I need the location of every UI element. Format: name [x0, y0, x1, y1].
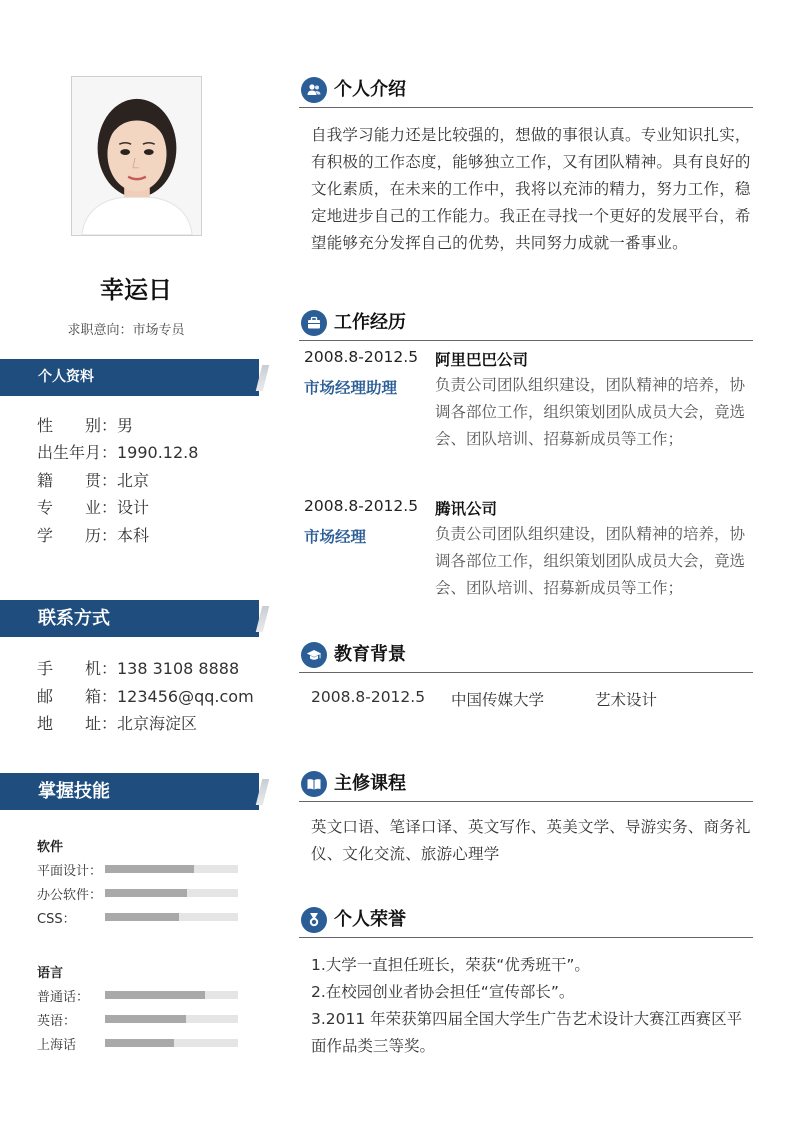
job-company: 腾讯公司 [435, 500, 498, 518]
skill-label: CSS： [37, 912, 76, 927]
personal-info-value: 1990.12.8 [117, 443, 199, 462]
personal-info-row [37, 413, 133, 436]
skill-row [37, 884, 247, 903]
personal-info-row [37, 523, 149, 546]
section-header-work [299, 311, 753, 341]
skill-bar-fill [105, 865, 194, 873]
section-header-honors [299, 908, 753, 938]
personal-info-value: 男 [117, 416, 134, 435]
job-description-line: 调各部位工作，组织策划团队成员大会，竟选 [435, 552, 746, 570]
section-band-skills [0, 773, 265, 810]
intro-line: 有积极的工作态度，能够独立工作，又有团队精神。具有良好的 [311, 153, 751, 171]
portrait-image [72, 77, 201, 235]
intro-line: 自我学习能力还是比较强的，想做的事很认真。专业知识扎实， [311, 126, 751, 144]
skill-bar-track [105, 1039, 238, 1047]
skill-label: 办公软件： [37, 888, 103, 903]
book-icon [301, 771, 327, 797]
section-title-courses: 主修课程 [334, 773, 406, 794]
section-band-personal [0, 359, 265, 396]
skill-label: 普通话： [37, 990, 90, 1005]
skill-bar-fill [105, 913, 179, 921]
section-title-personal: 个人资料 [0, 359, 259, 396]
skill-bar-track [105, 1015, 238, 1023]
honor-line: 1.大学一直担任班长，荣获“优秀班干”。 [311, 956, 590, 974]
section-header-education [299, 643, 753, 673]
contact-info-row [37, 711, 197, 734]
briefcase-icon [301, 310, 327, 336]
skill-bar-track [105, 865, 238, 873]
skill-row [37, 908, 247, 927]
courses-paragraph [311, 814, 758, 868]
job-description-line: 负责公司团队组织建设，团队精神的培养，协 [435, 525, 746, 543]
skill-category-software: 软件 [37, 840, 64, 855]
skill-bar-fill [105, 1015, 186, 1023]
personal-info-value: 北京 [117, 471, 150, 490]
section-title-contact: 联系方式 [0, 600, 259, 637]
skill-category-language: 语言 [37, 966, 64, 981]
education-school: 中国传媒大学 [451, 691, 545, 709]
section-title-honors: 个人荣誉 [334, 909, 406, 930]
section-title-skills: 掌握技能 [0, 773, 259, 810]
section-title-work: 工作经历 [334, 312, 406, 333]
job-intent-label: 求职意向： [67, 323, 133, 338]
profile-photo [71, 76, 202, 236]
skill-label: 英语： [37, 1014, 77, 1029]
job-position: 市场经理 [304, 528, 367, 546]
honor-line: 面作品类三等奖。 [311, 1037, 436, 1055]
users-icon [301, 77, 327, 103]
education-date: 2008.8-2012.5 [311, 688, 426, 706]
skill-bar-track [105, 889, 238, 897]
intro-line: 望能够充分发挥自己的优势，共同努力成就一番事业。 [311, 234, 688, 252]
skill-bar-track [105, 991, 238, 999]
skill-row [37, 986, 247, 1005]
section-header-intro [299, 78, 753, 108]
job-intent [0, 319, 252, 338]
personal-info-key: 学 历： [37, 526, 118, 545]
course-line: 英文口语、笔译口译、英文写作、英美文学、导游实务、商务礼 [311, 818, 751, 836]
job-description-line: 会、团队培训、招募新成员等工作； [435, 579, 684, 597]
skill-row [37, 1034, 247, 1053]
job-date: 2008.8-2012.5 [304, 348, 419, 366]
intro-line: 文化素质，在未来的工作中，我将以充沛的精力，努力工作，稳 [311, 180, 751, 198]
intro-paragraph [311, 122, 758, 257]
intro-line: 定地进步自己的工作能力。我正在寻找一个更好的发展平台，希 [311, 207, 751, 225]
job-intent-value: 市场专员 [132, 323, 185, 338]
skill-bar-fill [105, 889, 187, 897]
contact-info-key: 手 机： [37, 659, 118, 678]
contact-info-value: 138 3108 8888 [117, 659, 240, 678]
contact-info-row [37, 684, 254, 707]
section-band-contact [0, 600, 265, 637]
job-description-line: 负责公司团队组织建设，团队精神的培养，协 [435, 376, 746, 394]
skill-row [37, 1010, 247, 1029]
personal-info-row [37, 440, 198, 463]
personal-info-key: 出生年月： [37, 443, 118, 462]
skill-bar-fill [105, 991, 205, 999]
job-description [435, 521, 757, 602]
skill-label: 上海话 [37, 1038, 77, 1053]
contact-info-key: 地 址： [37, 714, 118, 733]
personal-info-key: 籍 贯： [37, 471, 118, 490]
job-date: 2008.8-2012.5 [304, 497, 419, 515]
contact-info-value: 北京海淀区 [117, 714, 198, 733]
medal-icon [301, 907, 327, 933]
personal-info-row [37, 468, 149, 491]
skill-label: 平面设计： [37, 864, 103, 879]
job-company: 阿里巴巴公司 [435, 351, 529, 369]
candidate-name: 幸运日 [100, 276, 172, 304]
honor-line: 3.2011 年荣获第四届全国大学生广告艺术设计大赛江西赛区平 [311, 1010, 743, 1028]
job-position: 市场经理助理 [304, 379, 398, 397]
contact-info-row [37, 656, 239, 679]
contact-info-key: 邮 箱： [37, 687, 118, 706]
graduation-cap-icon [301, 642, 327, 668]
job-description-line: 调各部位工作，组织策划团队成员大会，竟选 [435, 403, 746, 421]
section-title-intro: 个人介绍 [334, 79, 406, 100]
personal-info-value: 设计 [117, 498, 150, 517]
section-title-education: 教育背景 [334, 644, 406, 665]
honor-line: 2.在校园创业者协会担任“宣传部长”。 [311, 983, 575, 1001]
skill-row [37, 860, 247, 879]
education-major: 艺术设计 [595, 691, 658, 709]
contact-info-value: 123456@qq.com [117, 687, 254, 706]
course-line: 仪、文化交流、旅游心理学 [311, 845, 500, 863]
personal-info-row [37, 495, 149, 518]
skill-bar-fill [105, 1039, 174, 1047]
job-description-line: 会、团队培训、招募新成员等工作； [435, 430, 684, 448]
personal-info-value: 本科 [117, 526, 150, 545]
personal-info-key: 性 别： [37, 416, 118, 435]
personal-info-key: 专 业： [37, 498, 118, 517]
skill-bar-track [105, 913, 238, 921]
job-description [435, 372, 757, 453]
section-header-courses [299, 772, 753, 802]
